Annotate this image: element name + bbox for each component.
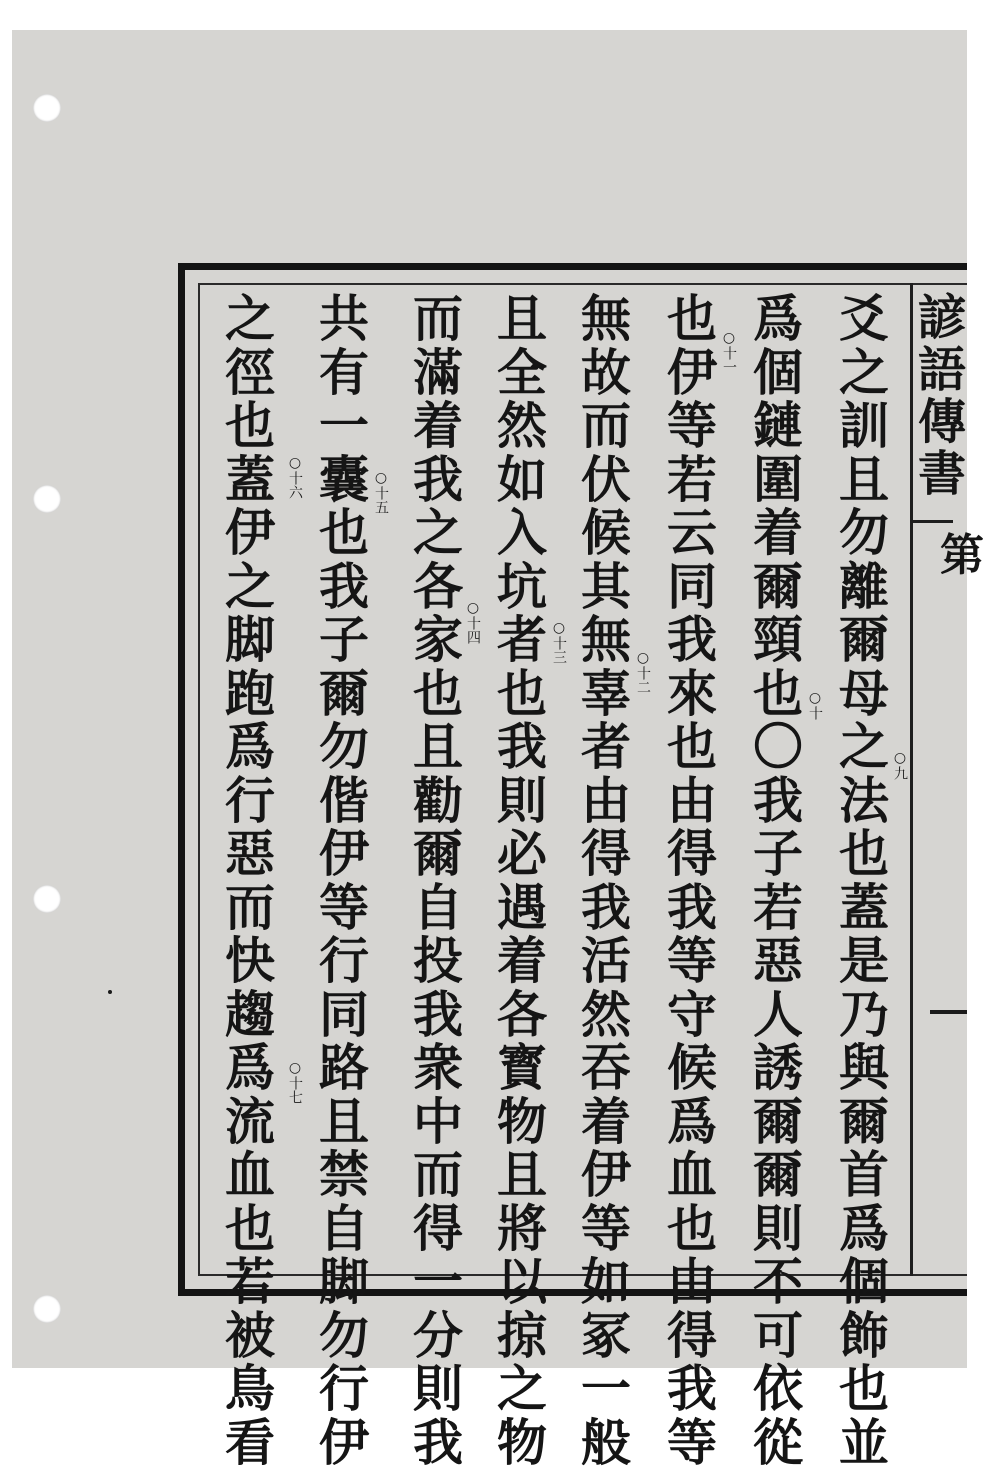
text-char: 無 — [581, 610, 631, 669]
text-char: 跑 — [225, 663, 275, 723]
text-char: 等 — [581, 1198, 631, 1258]
text-char: 且 — [413, 717, 463, 776]
text-char: 子 — [319, 610, 369, 669]
text-char: 行 — [319, 931, 369, 990]
text-char: 若 — [753, 877, 803, 937]
text-char: 也 — [667, 1198, 717, 1258]
text-char: 伊 — [319, 824, 369, 883]
text-char: 般 — [581, 1412, 631, 1472]
text-char: 子 — [753, 824, 803, 883]
verse-number: ○十二 — [635, 650, 651, 694]
text-char: 同 — [319, 984, 369, 1044]
text-char: 也 — [753, 663, 803, 723]
text-char: 而 — [225, 877, 275, 937]
text-char: 無 — [581, 289, 631, 348]
text-char: 之 — [839, 717, 889, 776]
text-column-8 — [222, 289, 278, 1472]
text-char: 各 — [413, 556, 463, 616]
text-char: 着 — [413, 396, 463, 455]
text-char: 勸 — [413, 770, 463, 830]
running-title-char: 傳 — [918, 394, 967, 450]
verse-number: ○十一 — [721, 330, 737, 374]
text-char: 着 — [753, 503, 803, 562]
text-char: 依 — [753, 1359, 803, 1418]
text-char: 滿 — [413, 342, 463, 402]
text-char: 由 — [667, 1252, 717, 1311]
running-title-char: 諺 — [918, 290, 967, 346]
text-char: 也 — [225, 1198, 275, 1258]
text-char: 之 — [839, 342, 889, 402]
text-char: 分 — [413, 1305, 463, 1365]
text-char: 自 — [319, 1198, 369, 1258]
text-char: 也 — [497, 663, 547, 723]
text-char: 脚 — [225, 610, 275, 669]
text-char: 爻 — [839, 289, 889, 348]
text-char: 誘 — [753, 1038, 803, 1097]
text-char: 血 — [667, 1145, 717, 1204]
text-char: 自 — [413, 877, 463, 937]
text-char: 爾 — [753, 556, 803, 616]
text-char: 且 — [497, 289, 547, 348]
text-char: 爲 — [839, 1198, 889, 1258]
text-char: 伊 — [581, 1145, 631, 1204]
text-char: 我 — [497, 717, 547, 776]
text-column-2 — [750, 289, 806, 1472]
text-char: 個 — [839, 1252, 889, 1311]
text-column-3 — [664, 289, 720, 1472]
section-label-text: 第 — [940, 530, 984, 581]
text-char: 坑 — [497, 556, 547, 616]
text-char: 我 — [667, 877, 717, 937]
text-char: 然 — [581, 984, 631, 1044]
text-char: 一 — [319, 396, 369, 455]
section-label — [940, 530, 984, 710]
text-char: 着 — [581, 1091, 631, 1151]
text-char: 冢 — [581, 1305, 631, 1365]
text-char: 掠 — [497, 1305, 547, 1365]
text-char: 等 — [667, 1412, 717, 1472]
text-char: 辜 — [581, 663, 631, 723]
text-char: 若 — [667, 449, 717, 509]
text-char: 法 — [839, 770, 889, 830]
text-char: 也 — [667, 289, 717, 348]
binder-hole-1 — [33, 94, 61, 122]
text-char: 爾 — [753, 1091, 803, 1151]
text-char: 我 — [319, 556, 369, 616]
text-char: 也 — [839, 1359, 889, 1418]
text-char: 爾 — [413, 824, 463, 883]
verse-number: ○十四 — [465, 600, 481, 644]
text-char: 物 — [497, 1412, 547, 1472]
verse-number: ○十六 — [287, 455, 303, 499]
text-char: 禁 — [319, 1145, 369, 1204]
text-char: 候 — [581, 503, 631, 562]
text-char: 爲 — [753, 289, 803, 348]
text-char: 之 — [225, 289, 275, 348]
text-char: 勿 — [839, 503, 889, 562]
text-char: 投 — [413, 931, 463, 990]
text-char: 則 — [413, 1359, 463, 1418]
text-char: 等 — [667, 396, 717, 455]
text-char: 也 — [225, 396, 275, 455]
text-char: 也 — [319, 503, 369, 562]
text-char: 爲 — [225, 1038, 275, 1097]
text-char: 且 — [497, 1145, 547, 1204]
text-char: 物 — [497, 1091, 547, 1151]
text-column-5 — [494, 289, 550, 1472]
text-char: 而 — [581, 396, 631, 455]
text-char: 也 — [413, 663, 463, 723]
text-char: 流 — [225, 1091, 275, 1151]
text-char: 囊 — [319, 449, 369, 509]
text-char: 等 — [319, 877, 369, 937]
text-char: 候 — [667, 1038, 717, 1097]
text-column-6 — [410, 289, 466, 1472]
text-char: 由 — [667, 770, 717, 830]
text-char: 如 — [497, 449, 547, 509]
text-char: 以 — [497, 1252, 547, 1311]
ink-speck — [108, 990, 112, 994]
text-char: 路 — [319, 1038, 369, 1097]
text-char: 惡 — [753, 931, 803, 990]
text-char: 而 — [413, 289, 463, 348]
text-char: 是 — [839, 931, 889, 990]
text-column-4 — [578, 289, 634, 1472]
text-column-7 — [316, 289, 372, 1472]
text-char: 我 — [413, 449, 463, 509]
text-char: 一 — [413, 1252, 463, 1311]
text-char: 我 — [753, 770, 803, 830]
text-char: 家 — [413, 610, 463, 669]
text-char: 乃 — [839, 984, 889, 1044]
text-char: 且 — [319, 1091, 369, 1151]
text-char: 爾 — [839, 610, 889, 669]
text-char: 而 — [413, 1145, 463, 1204]
text-char: 首 — [839, 1145, 889, 1204]
text-char: 從 — [753, 1412, 803, 1472]
text-char: 且 — [839, 449, 889, 509]
binder-hole-2 — [33, 485, 61, 513]
text-char: 也 — [667, 717, 717, 776]
running-title-char: 語 — [918, 342, 967, 398]
text-char: 中 — [413, 1091, 463, 1151]
text-char: 蓋 — [839, 877, 889, 937]
text-char: 其 — [581, 556, 631, 616]
text-char: 之 — [413, 503, 463, 562]
text-char: 等 — [667, 931, 717, 990]
text-char: 血 — [225, 1145, 275, 1204]
text-char: 爾 — [753, 1145, 803, 1204]
text-char: 偕 — [319, 770, 369, 830]
text-char: 共 — [319, 289, 369, 348]
text-char: 入 — [497, 503, 547, 562]
running-title-char: 書 — [918, 446, 967, 502]
text-char: 勿 — [319, 717, 369, 776]
text-char: 我 — [667, 610, 717, 669]
text-char: 與 — [839, 1038, 889, 1097]
text-char: 鏈 — [753, 396, 803, 455]
text-char: 若 — [225, 1252, 275, 1311]
text-char: 必 — [497, 824, 547, 883]
text-char: 則 — [753, 1198, 803, 1258]
text-char: 勿 — [319, 1305, 369, 1365]
text-char: 活 — [581, 931, 631, 990]
text-char: 者 — [497, 610, 547, 669]
text-char: 如 — [581, 1252, 631, 1311]
text-char: 我 — [667, 1359, 717, 1418]
text-column-1 — [836, 289, 892, 1472]
text-char: 寳 — [497, 1038, 547, 1097]
text-char: 看 — [225, 1412, 275, 1472]
text-char: 脚 — [319, 1252, 369, 1311]
text-char: 伊 — [319, 1412, 369, 1472]
text-char: 之 — [225, 556, 275, 616]
text-char: 爲 — [225, 717, 275, 776]
header-rule — [910, 283, 913, 1276]
text-char: 守 — [667, 984, 717, 1044]
binder-hole-4 — [33, 1295, 61, 1323]
verse-number: ○九 — [892, 750, 908, 780]
text-char: 母 — [839, 663, 889, 723]
text-char: 遇 — [497, 877, 547, 937]
text-char: 行 — [319, 1359, 369, 1418]
text-char: 伊 — [667, 342, 717, 402]
text-char: 則 — [497, 770, 547, 830]
text-char: 〇 — [753, 717, 803, 776]
text-char: 蓋 — [225, 449, 275, 509]
binder-hole-3 — [33, 885, 61, 913]
text-char: 由 — [581, 770, 631, 830]
text-char: 然 — [497, 396, 547, 455]
text-char: 有 — [319, 342, 369, 402]
text-char: 我 — [581, 877, 631, 937]
verse-number: ○十 — [807, 690, 823, 720]
text-char: 趨 — [225, 984, 275, 1044]
text-char: 徑 — [225, 342, 275, 402]
text-char: 故 — [581, 342, 631, 402]
text-char: 着 — [497, 931, 547, 990]
text-char: 者 — [581, 717, 631, 776]
text-char: 飾 — [839, 1305, 889, 1365]
text-char: 得 — [581, 824, 631, 883]
text-char: 我 — [413, 984, 463, 1044]
text-char: 不 — [753, 1252, 803, 1311]
verse-number: ○十三 — [551, 620, 567, 664]
text-char: 鳥 — [225, 1359, 275, 1418]
text-char: 全 — [497, 342, 547, 402]
text-char: 我 — [413, 1412, 463, 1472]
running-title — [918, 292, 966, 500]
page-number — [930, 1010, 967, 1014]
verse-number: ○十七 — [287, 1060, 303, 1104]
text-char: 個 — [753, 342, 803, 402]
text-char: 頸 — [753, 610, 803, 669]
text-char: 並 — [839, 1412, 889, 1472]
text-char: 爾 — [839, 1091, 889, 1151]
text-char: 得 — [667, 1305, 717, 1365]
text-char: 可 — [753, 1305, 803, 1365]
text-char: 來 — [667, 663, 717, 723]
text-char: 伏 — [581, 449, 631, 509]
text-char: 也 — [839, 824, 889, 883]
text-char: 得 — [667, 824, 717, 883]
text-char: 伊 — [225, 503, 275, 562]
text-char: 之 — [497, 1359, 547, 1418]
text-char: 行 — [225, 770, 275, 830]
text-char: 一 — [581, 1359, 631, 1418]
text-char: 爲 — [667, 1091, 717, 1151]
text-char: 衆 — [413, 1038, 463, 1097]
text-char: 將 — [497, 1198, 547, 1258]
text-char: 訓 — [839, 396, 889, 455]
text-char: 同 — [667, 556, 717, 616]
text-char: 圍 — [753, 449, 803, 509]
text-char: 被 — [225, 1305, 275, 1365]
text-char: 爾 — [319, 663, 369, 723]
text-char: 得 — [413, 1198, 463, 1258]
text-char: 各 — [497, 984, 547, 1044]
text-char: 人 — [753, 984, 803, 1044]
text-char: 離 — [839, 556, 889, 616]
text-char: 云 — [667, 503, 717, 562]
text-char: 吞 — [581, 1038, 631, 1097]
text-char: 快 — [225, 931, 275, 990]
verse-number: ○十五 — [373, 470, 389, 514]
text-char: 惡 — [225, 824, 275, 883]
